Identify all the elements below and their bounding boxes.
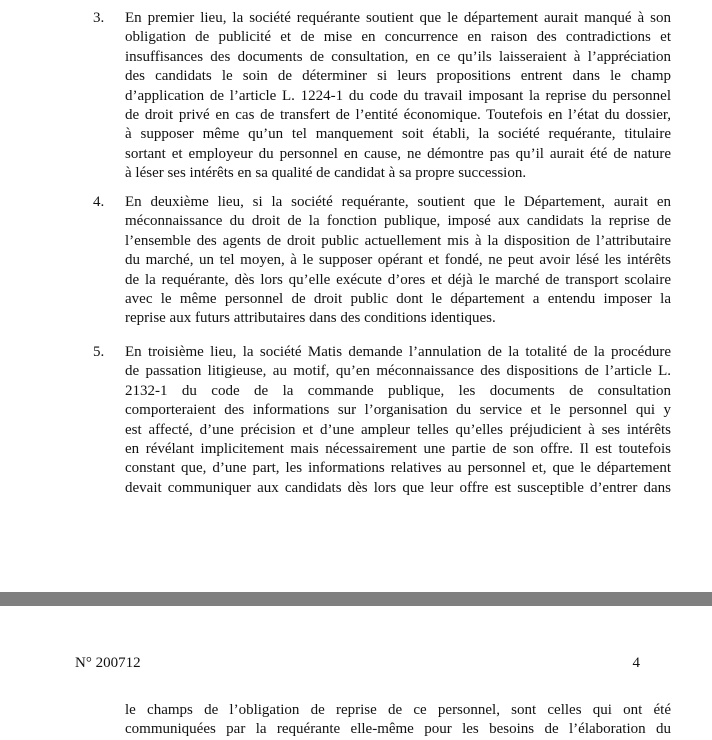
paragraph-line: constant que, d’une part, les informations relatives au personnel et, que le département xyxy=(125,460,671,477)
paragraph-line: de passation litigieuse, au motif, qu’en méconnaissance des dispositions de l’article L. xyxy=(125,363,671,380)
paragraph-line: insuffisances des documents de consultation, en ce qu’ils laisseraient à l’appréciation xyxy=(125,48,671,65)
paragraph-line: avec le même personnel de droit public dont le département a entendu imposer la xyxy=(125,291,671,307)
case-number: N° 200712 xyxy=(75,655,141,671)
paragraph-line: du marché, un tel moyen, à le supposer opérant et fondé, ne peut avoir lésé les intérêts xyxy=(125,252,671,269)
paragraph-line: à léser ses intérêts en sa qualité de candidat à sa propre succession. xyxy=(125,165,527,182)
paragraph-line: obligation de publicité et de mise en concurrence en raison des contradictions et xyxy=(125,29,671,46)
paragraph-line: En premier lieu, la société requérante soutient que le département aurait manqué à son xyxy=(125,10,671,26)
paragraph-line: à supposer même qu’un tel manquement soit établi, la société requérante, titulaire xyxy=(125,126,671,143)
paragraph-number: 3. xyxy=(93,10,105,26)
page-number: 4 xyxy=(632,655,640,671)
paragraph-number: 5. xyxy=(93,344,105,360)
paragraph-line: l’ensemble des agents de droit public actuellement mis à la disposition de l’attributaire xyxy=(125,232,671,249)
paragraph-line: des candidats le soin de déterminer si leurs propositions entrent dans le champ xyxy=(125,68,671,85)
paragraph-line: En troisième lieu, la société Matis demande l’annulation de la totalité de la procédure xyxy=(125,344,671,360)
document-page-4 xyxy=(0,606,712,738)
paragraph-line: est affecté, d’une précision et d’une ampleur telles qu’elles préjudicient à ses intérêts xyxy=(125,421,671,438)
paragraph-number: 4. xyxy=(93,194,105,210)
paragraph-line: sortant et employeur du personnel en cause, ne démontre pas qu’il aurait été de nature xyxy=(125,145,671,162)
paragraph-line: reprise aux futurs attributaires dans des conditions identiques. xyxy=(125,310,496,327)
page-separator xyxy=(0,592,712,606)
paragraph-line: le champs de l’obligation de reprise de ce personnel, sont celles qui ont été xyxy=(125,702,671,718)
paragraph-line: méconnaissance du droit de la fonction publique, imposé aux candidats la reprise de xyxy=(125,213,671,230)
paragraph-line: d’application de l’article L. 1224-1 du code du travail imposant la reprise du personnel xyxy=(125,87,671,104)
paragraph-line: de droit privé en cas de transfert de l’entité économique. Toutefois en l’état du dossier, xyxy=(125,107,671,123)
paragraph-line: En deuxième lieu, si la société requérante, soutient que le Département, aurait en xyxy=(125,194,671,210)
paragraph-line: devait communiquer aux candidats dès lors que leur offre est susceptible d’entrer dans xyxy=(125,479,671,496)
paragraph-line: 2132-1 du code de la commande publique, les documents de consultation xyxy=(125,382,671,399)
paragraph-line: en révélant implicitement mais nécessairement une partie de son offre. Il est toutefois xyxy=(125,441,671,457)
paragraph-line: de la requérante, dès lors qu’elle exécute d’ores et déjà le marché de transport scolaire xyxy=(125,271,671,288)
paragraph-line: communiquées par la requérante elle-même pour les besoins de l’élaboration du xyxy=(125,721,671,738)
paragraph-line: comporteraient des informations sur l’organisation du service et le personnel qui y xyxy=(125,402,671,419)
